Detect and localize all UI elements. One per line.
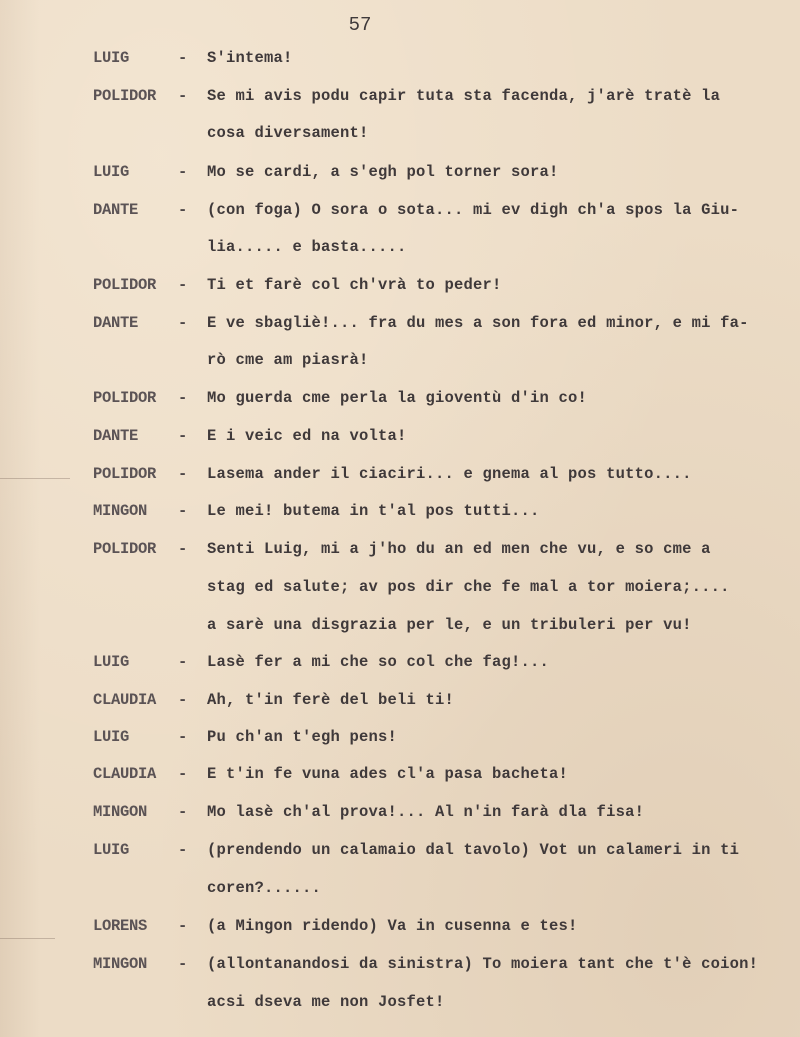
dialogue-line [0,728,800,756]
speaker-dash: - [178,728,188,746]
speaker-dash: - [178,803,188,821]
speaker-dash: - [178,540,188,558]
dialogue-text: (a Mingon ridendo) Va in cusenna e tes! [207,917,578,935]
dialogue-text: E i veic ed na volta! [207,427,407,445]
dialogue-line [0,616,800,644]
dialogue-line [0,314,800,342]
dialogue-line [0,502,800,530]
speaker-dash: - [178,427,188,445]
speaker-dash: - [178,691,188,709]
dialogue-line [0,803,800,831]
speaker-dash: - [178,841,188,859]
dialogue-text: Ah, t'in ferè del beli ti! [207,691,455,709]
dialogue-text: Se mi avis podu capir tuta sta facenda, j'arè tratè la [207,87,721,105]
dialogue-line [0,765,800,793]
dialogue-text: cosa diversament! [207,124,369,142]
dialogue-text: lia..... e basta..... [207,238,407,256]
speaker-name: CLAUDIA [93,691,157,709]
speaker-name: LUIG [93,841,130,859]
speaker-dash: - [178,765,188,783]
dialogue-text: Senti Luig, mi a j'ho du an ed men che vu, e so cme a [207,540,711,558]
dialogue-line [0,917,800,945]
dialogue-line [0,163,800,191]
dialogue-line [0,276,800,304]
speaker-name: LUIG [93,653,130,671]
dialogue-text: stag ed salute; av pos dir che fe mal a tor moiera;.... [207,578,730,596]
page-number: 57 [348,14,372,36]
speaker-dash: - [178,201,188,219]
dialogue-text: (prendendo un calamaio dal tavolo) Vot un calameri in ti [207,841,740,859]
dialogue-line [0,691,800,719]
speaker-dash: - [178,917,188,935]
dialogue-text: rò cme am piasrà! [207,351,369,369]
speaker-name: MINGON [93,955,148,973]
speaker-name: MINGON [93,502,148,520]
dialogue-text: S'intema! [207,49,293,67]
dialogue-text: acsi dseva me non Josfet! [207,993,445,1011]
dialogue-text: Lasema ander il ciaciri... e gnema al pos tutto.... [207,465,692,483]
dialogue-line [0,993,800,1021]
dialogue-line [0,351,800,379]
dialogue-text: E ve sbagliè!... fra du mes a son fora ed minor, e mi fa- [207,314,749,332]
dialogue-line [0,201,800,229]
dialogue-line [0,955,800,983]
dialogue-line [0,238,800,266]
dialogue-text: Ti et farè col ch'vrà to peder! [207,276,502,294]
speaker-name: LUIG [93,728,130,746]
speaker-dash: - [178,163,188,181]
dialogue-text: (allontanandosi da sinistra) To moiera tant che t'è coion! [207,955,759,973]
speaker-name: LUIG [93,163,130,181]
dialogue-line [0,49,800,77]
speaker-name: CLAUDIA [93,765,157,783]
speaker-name: POLIDOR [93,540,157,558]
dialogue-text: Mo se cardi, a s'egh pol torner sora! [207,163,559,181]
dialogue-line [0,87,800,115]
dialogue-line [0,653,800,681]
speaker-name: POLIDOR [93,465,157,483]
dialogue-line [0,465,800,493]
dialogue-text: Le mei! butema in t'al pos tutti... [207,502,540,520]
dialogue-text: a sarè una disgrazia per le, e un tribuleri per vu! [207,616,692,634]
dialogue-text: Lasè fer a mi che so col che fag!... [207,653,550,671]
speaker-dash: - [178,276,188,294]
speaker-name: LUIG [93,49,130,67]
dialogue-line [0,578,800,606]
dialogue-line [0,389,800,417]
speaker-dash: - [178,465,188,483]
speaker-name: LORENS [93,917,148,935]
speaker-dash: - [178,502,188,520]
speaker-name: DANTE [93,314,139,332]
dialogue-line [0,124,800,152]
speaker-dash: - [178,653,188,671]
speaker-name: MINGON [93,803,148,821]
dialogue-text: Mo lasè ch'al prova!... Al n'in farà dla fisa! [207,803,645,821]
dialogue-text: (con foga) O sora o sota... mi ev digh ch'a spos la Giu- [207,201,740,219]
speaker-dash: - [178,49,188,67]
dialogue-line [0,879,800,907]
dialogue-line [0,427,800,455]
dialogue-line [0,841,800,869]
dialogue-text: E t'in fe vuna ades cl'a pasa bacheta! [207,765,569,783]
speaker-dash: - [178,314,188,332]
speaker-name: DANTE [93,427,139,445]
dialogue-text: Mo guerda cme perla la gioventù d'in co! [207,389,588,407]
speaker-name: POLIDOR [93,276,157,294]
speaker-dash: - [178,87,188,105]
speaker-dash: - [178,955,188,973]
dialogue-line [0,540,800,568]
dialogue-text: coren?...... [207,879,322,897]
dialogue-text: Pu ch'an t'egh pens! [207,728,398,746]
speaker-name: POLIDOR [93,389,157,407]
speaker-name: DANTE [93,201,139,219]
speaker-name: POLIDOR [93,87,157,105]
speaker-dash: - [178,389,188,407]
